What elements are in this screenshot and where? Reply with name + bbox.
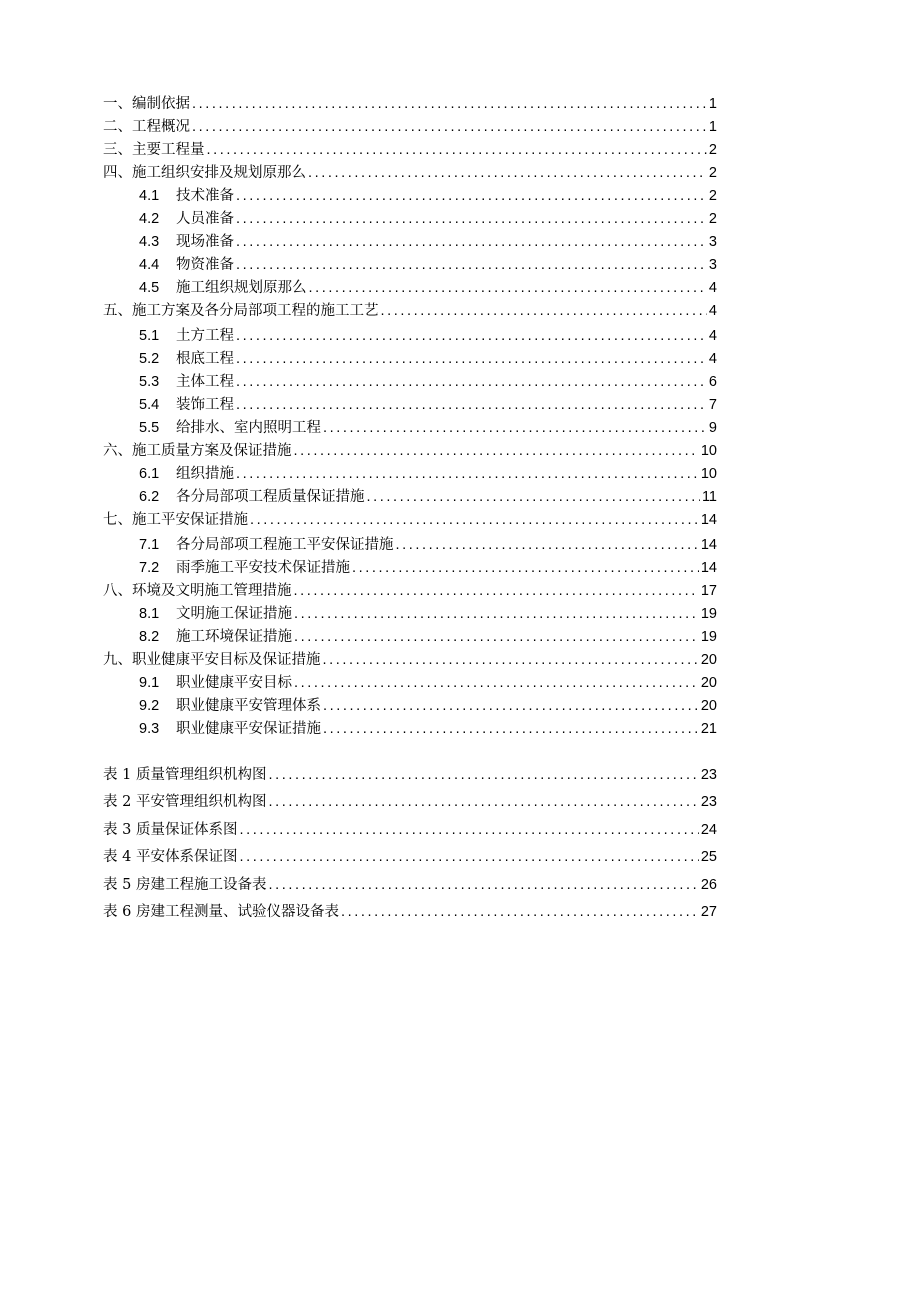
toc-subentry[interactable] [103, 695, 717, 718]
toc-subentry-number: 8.2 [139, 629, 160, 645]
toc-entry-title: 九、职业健康平安目标及保证措施 [103, 652, 321, 668]
toc-subentry[interactable] [103, 277, 717, 300]
toc-subentry-number: 5.2 [139, 351, 160, 367]
toc-subentry-number: 6.2 [139, 489, 160, 505]
toc-entry[interactable] [103, 440, 717, 463]
toc-subentry-title: 文明施工保证措施 [176, 606, 292, 622]
toc-subentry-page: 11 [701, 489, 717, 505]
toc-subentry-number: 9.2 [139, 698, 160, 714]
toc-subentry-page: 4 [708, 280, 717, 296]
toc-subentry-title: 施工组织规划原那么 [176, 280, 307, 296]
table-of-contents [103, 93, 717, 741]
toc-subentry-page: 4 [708, 328, 717, 344]
toc-subentry[interactable] [103, 371, 717, 394]
toc-subentry-number: 5.5 [139, 420, 160, 436]
toc-subentry-title: 职业健康平安保证措施 [176, 721, 321, 737]
toc-subentry[interactable] [103, 325, 717, 348]
toc-subentry-title: 根底工程 [176, 351, 234, 367]
toc-subentry-number: 4.2 [139, 211, 160, 227]
toc-leader-dots [268, 872, 698, 899]
toc-subentry-number: 4.1 [139, 188, 160, 204]
toc-leader-dots [239, 844, 698, 871]
toc-subentry-page: 2 [708, 211, 717, 227]
toc-leader-dots [236, 231, 707, 254]
toc-leader-dots [236, 325, 707, 348]
toc-subentry[interactable] [103, 534, 717, 557]
toc-subentry-title: 雨季施工平安技术保证措施 [176, 560, 350, 576]
toc-subentry[interactable] [103, 254, 717, 277]
table-list-entry[interactable] [103, 872, 717, 899]
toc-entry-title: 五、施工方案及各分局部项工程的施工工艺 [103, 303, 379, 319]
toc-subentry-page: 14 [700, 537, 717, 553]
toc-subentry-number: 5.1 [139, 328, 160, 344]
toc-entry-title: 二、工程概况 [103, 119, 190, 135]
toc-entry-page: 4 [708, 303, 717, 319]
toc-leader-dots [239, 817, 698, 844]
table-list-entry[interactable] [103, 817, 717, 844]
toc-entry[interactable] [103, 93, 717, 116]
toc-subentry-number: 6.1 [139, 466, 160, 482]
toc-leader-dots [192, 93, 707, 116]
table-list-entry[interactable] [103, 789, 717, 816]
table-list-title: 表 3 质量保证体系图 [103, 821, 238, 838]
toc-entry-title: 一、编制依据 [103, 96, 190, 112]
toc-entry[interactable] [103, 162, 717, 185]
toc-subentry-page: 9 [708, 420, 717, 436]
toc-subentry-number: 4.3 [139, 234, 160, 250]
table-list-entry[interactable] [103, 899, 717, 926]
table-list-page: 27 [700, 903, 717, 920]
toc-entry-page: 1 [708, 119, 717, 135]
toc-subentry-number: 7.1 [139, 537, 160, 553]
table-list-page: 26 [700, 876, 717, 893]
toc-subentry-number: 8.1 [139, 606, 160, 622]
toc-subentry-page: 3 [708, 234, 717, 250]
table-list-title: 表 2 平安管理组织机构图 [103, 794, 267, 811]
toc-subentry-title: 各分局部项工程施工平安保证措施 [176, 537, 394, 553]
toc-subentry-number: 4.4 [139, 257, 160, 273]
toc-entry-title: 七、施工平安保证措施 [103, 512, 248, 528]
toc-subentry-title: 土方工程 [176, 328, 234, 344]
toc-subentry-page: 2 [708, 188, 717, 204]
toc-subentry-page: 20 [700, 675, 717, 691]
toc-subentry-title: 人员准备 [176, 211, 234, 227]
toc-subentry[interactable] [103, 718, 717, 741]
toc-subentry-title: 职业健康平安目标 [176, 675, 292, 691]
toc-entry[interactable] [103, 116, 717, 139]
toc-subentry-page: 6 [708, 374, 717, 390]
toc-entry-title: 三、主要工程量 [103, 142, 205, 158]
toc-entry-page: 2 [708, 142, 717, 158]
toc-leader-dots [396, 534, 699, 557]
toc-leader-dots [294, 626, 699, 649]
toc-leader-dots [250, 509, 699, 532]
toc-leader-dots [381, 300, 707, 323]
table-list-page: 23 [700, 767, 717, 783]
toc-subentry-title: 主体工程 [176, 374, 234, 390]
toc-subentry[interactable] [103, 185, 717, 208]
toc-subentry[interactable] [103, 231, 717, 254]
toc-leader-dots [294, 580, 699, 603]
toc-subentry-page: 7 [708, 397, 717, 413]
list-of-tables [103, 762, 717, 926]
toc-subentry-number: 5.3 [139, 374, 160, 390]
toc-leader-dots [323, 417, 707, 440]
toc-entry-page: 17 [700, 583, 717, 599]
toc-subentry[interactable] [103, 557, 717, 580]
toc-entry-title: 六、施工质量方案及保证措施 [103, 443, 292, 459]
toc-entry-title: 八、环境及文明施工管理措施 [103, 583, 292, 599]
toc-leader-dots [352, 557, 699, 580]
table-list-page: 24 [700, 821, 717, 838]
toc-entry-title: 四、施工组织安排及规划原那么 [103, 165, 306, 181]
toc-leader-dots [294, 672, 699, 695]
table-list-page: 23 [700, 794, 717, 811]
toc-subentry-page: 10 [700, 466, 717, 482]
toc-entry[interactable] [103, 509, 717, 532]
toc-subentry[interactable] [103, 208, 717, 231]
table-list-title: 表 5 房建工程施工设备表 [103, 876, 267, 893]
toc-leader-dots [323, 718, 699, 741]
toc-leader-dots [308, 162, 707, 185]
toc-leader-dots [341, 899, 699, 926]
toc-leader-dots [309, 277, 707, 300]
toc-leader-dots [367, 486, 700, 509]
toc-subentry-number: 7.2 [139, 560, 160, 576]
toc-subentry-page: 19 [700, 629, 717, 645]
toc-subentry-title: 组织措施 [176, 466, 234, 482]
toc-leader-dots [236, 348, 707, 371]
toc-leader-dots [207, 139, 707, 162]
toc-subentry[interactable] [103, 394, 717, 417]
table-list-entry[interactable] [103, 762, 717, 789]
toc-subentry-number: 9.1 [139, 675, 160, 691]
toc-subentry[interactable] [103, 486, 717, 509]
toc-subentry-title: 施工环境保证措施 [176, 629, 292, 645]
toc-subentry-title: 给排水、室内照明工程 [176, 420, 321, 436]
toc-subentry-page: 4 [708, 351, 717, 367]
toc-leader-dots [236, 463, 699, 486]
toc-subentry-page: 14 [700, 560, 717, 576]
toc-subentry[interactable] [103, 463, 717, 486]
toc-leader-dots [294, 603, 699, 626]
toc-leader-dots [236, 394, 707, 417]
toc-leader-dots [236, 208, 707, 231]
toc-subentry-page: 20 [700, 698, 717, 714]
toc-subentry-title: 技术准备 [176, 188, 234, 204]
table-list-entry[interactable] [103, 844, 717, 871]
toc-entry[interactable] [103, 649, 717, 672]
toc-subentry[interactable] [103, 417, 717, 440]
toc-entry[interactable] [103, 139, 717, 162]
toc-entry-page: 10 [700, 443, 717, 459]
table-list-page: 25 [700, 849, 717, 866]
toc-leader-dots [294, 440, 699, 463]
toc-leader-dots [192, 116, 707, 139]
toc-leader-dots [323, 649, 699, 672]
toc-leader-dots [268, 789, 698, 816]
toc-subentry-number: 4.5 [139, 280, 160, 296]
toc-subentry[interactable] [103, 626, 717, 649]
toc-subentry-number: 5.4 [139, 397, 160, 413]
toc-leader-dots [236, 185, 707, 208]
toc-subentry-title: 现场准备 [176, 234, 234, 250]
toc-subentry-title: 装饰工程 [176, 397, 234, 413]
table-list-title: 表 6 房建工程测量、试验仪器设备表 [103, 903, 339, 920]
toc-subentry-page: 3 [708, 257, 717, 273]
table-list-title: 表 1 质量管理组织机构图 [103, 767, 267, 783]
toc-leader-dots [236, 371, 707, 394]
table-list-title: 表 4 平安体系保证图 [103, 849, 238, 866]
toc-leader-dots [268, 762, 698, 789]
toc-entry-page: 20 [700, 652, 717, 668]
toc-entry-page: 1 [708, 96, 717, 112]
toc-entry[interactable] [103, 300, 717, 323]
toc-entry[interactable] [103, 580, 717, 603]
toc-subentry-page: 19 [700, 606, 717, 622]
toc-entry-page: 2 [708, 165, 717, 181]
toc-leader-dots [236, 254, 707, 277]
toc-subentry[interactable] [103, 672, 717, 695]
toc-subentry-number: 9.3 [139, 721, 160, 737]
toc-subentry-page: 21 [700, 721, 717, 737]
toc-subentry-title: 各分局部项工程质量保证措施 [176, 489, 365, 505]
toc-subentry-title: 物资准备 [176, 257, 234, 273]
toc-subentry[interactable] [103, 348, 717, 371]
toc-entry-page: 14 [700, 512, 717, 528]
toc-subentry[interactable] [103, 603, 717, 626]
toc-subentry-title: 职业健康平安管理体系 [176, 698, 321, 714]
toc-leader-dots [323, 695, 699, 718]
